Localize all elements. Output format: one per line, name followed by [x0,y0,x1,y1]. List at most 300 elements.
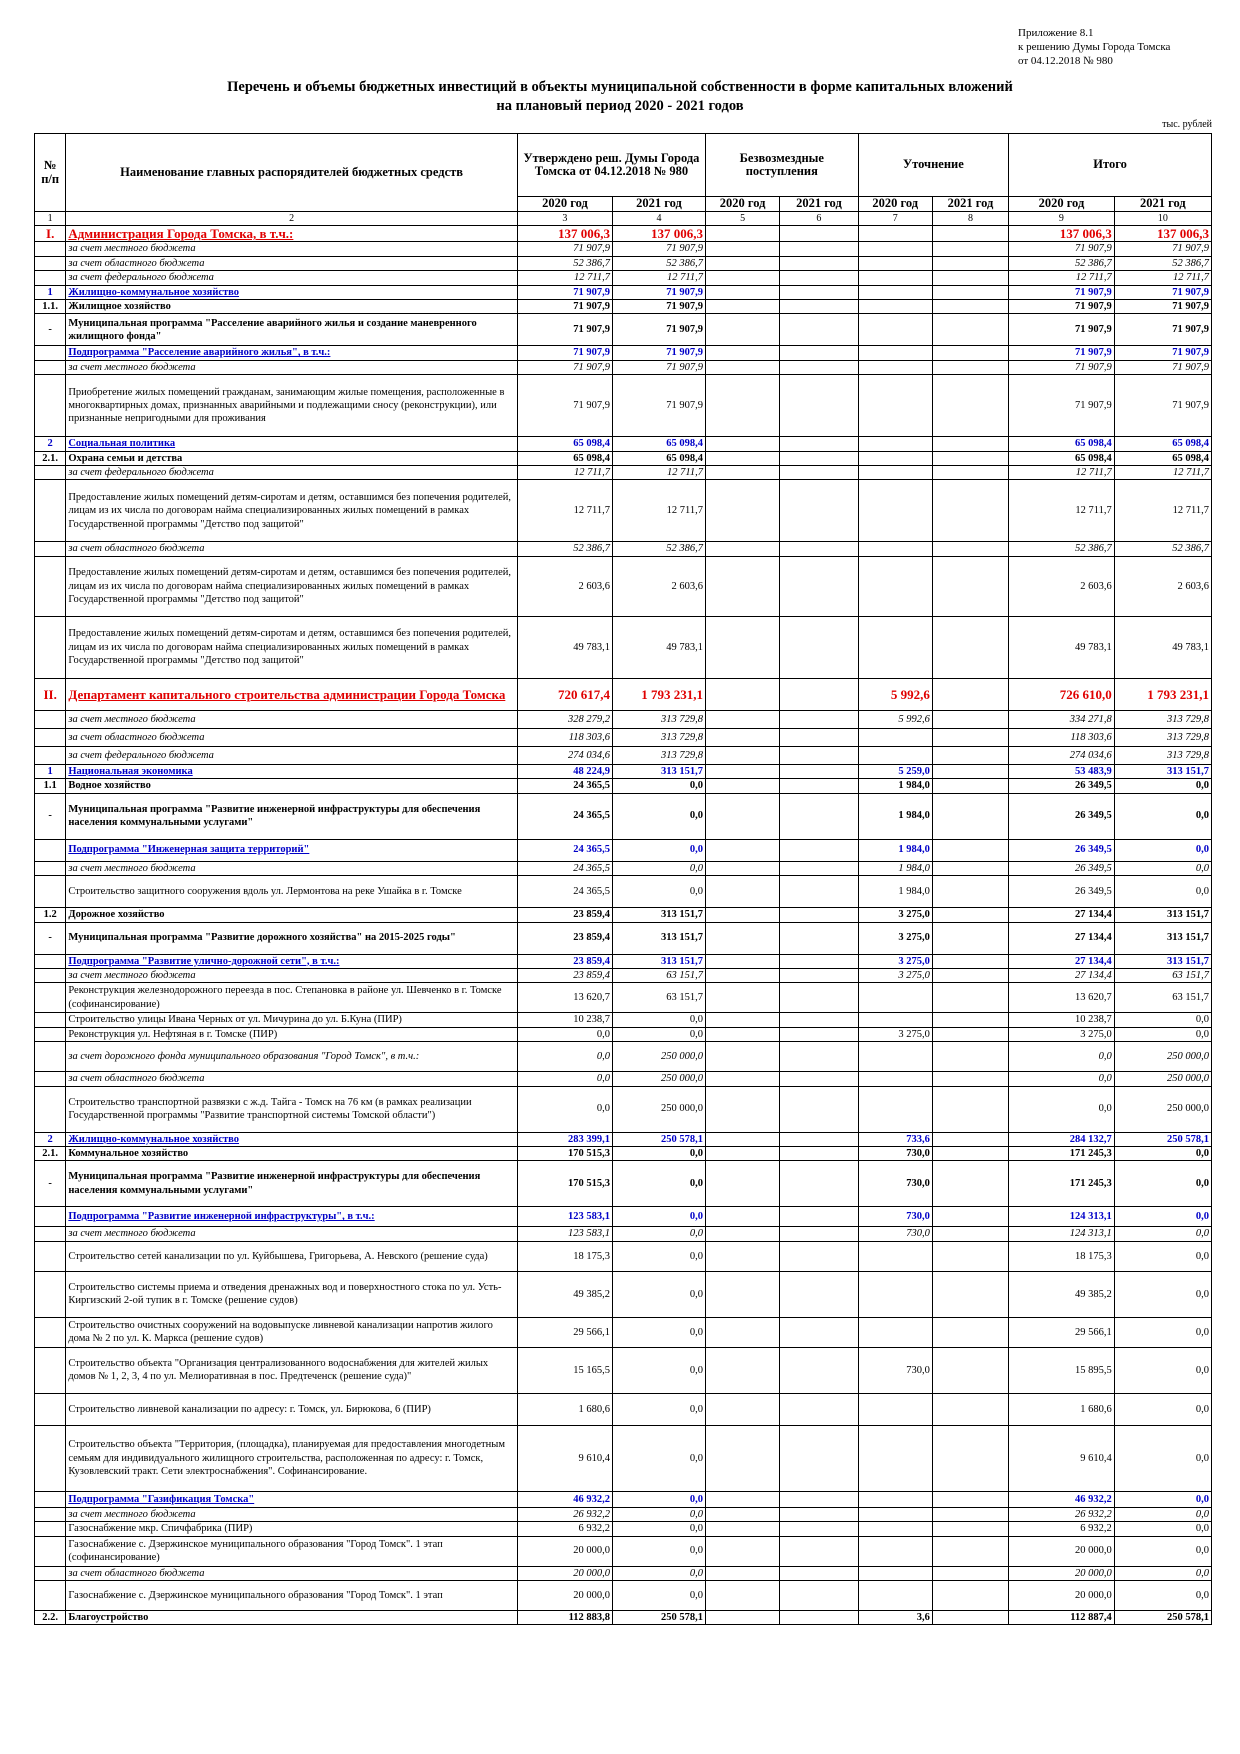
cell-clarify-2020 [858,437,932,451]
cell-total-2020: 65 098,4 [1009,451,1115,465]
cell-total-2020: 124 313,1 [1009,1207,1115,1227]
cell-free-2021 [780,1132,858,1146]
appendix-line: от 04.12.2018 № 980 [1018,55,1113,67]
cell-approved-2021: 0,0 [612,1491,705,1507]
cell-no [35,1393,66,1425]
cell-free-2021 [780,922,858,954]
cell-free-2021 [780,1580,858,1610]
cell-name: Строительство системы приема и отведения дренажных вод и поверхностного стока по ул. Усть-Киргизский 2-ой тупик в г. Томске (решение судов) [66,1271,518,1317]
cell-no [35,1507,66,1521]
cell-free-2020 [706,728,780,746]
cell-name: за счет областного бюджета [66,542,518,556]
cell-clarify-2020 [858,556,932,616]
cell-name: Строительство очистных сооружений на водовыпуске ливневой канализации напротив жилого дома № 2 по ул. К. Маркса (решение судов) [66,1317,518,1347]
cell-total-2021: 313 151,7 [1114,922,1211,954]
cell-clarify-2020: 3 275,0 [858,1027,932,1041]
table-row [35,983,1212,1013]
table-row [35,1491,1212,1507]
year-header: 2021 год [932,197,1008,212]
cell-total-2021: 0,0 [1114,1580,1211,1610]
cell-approved-2020: 123 583,1 [517,1207,612,1227]
cell-clarify-2021 [932,922,1008,954]
cell-clarify-2020 [858,1566,932,1580]
cell-no: - [35,314,66,346]
cell-name: за счет местного бюджета [66,861,518,875]
table-row [35,908,1212,922]
cell-clarify-2021 [932,466,1008,480]
cell-total-2020: 52 386,7 [1009,256,1115,270]
cell-free-2021 [780,779,858,793]
cell-clarify-2021 [932,1072,1008,1086]
cell-approved-2020: 13 620,7 [517,983,612,1013]
cell-approved-2021: 63 151,7 [612,983,705,1013]
cell-free-2020 [706,1610,780,1624]
cell-free-2020 [706,375,780,437]
cell-total-2020: 65 098,4 [1009,437,1115,451]
cell-approved-2020: 9 610,4 [517,1425,612,1491]
cell-name: Строительство сетей канализации по ул. Куйбышева, Григорьева, А. Невского (решение суда) [66,1241,518,1271]
cell-approved-2021: 313 729,8 [612,746,705,764]
cell-name: Подпрограмма "Развитие улично-дорожной сети", в т.ч.: [66,954,518,968]
cell-no [35,346,66,360]
cell-clarify-2021 [932,1393,1008,1425]
cell-clarify-2020 [858,256,932,270]
cell-total-2021: 71 907,9 [1114,242,1211,256]
column-number: 8 [932,212,1008,226]
cell-no [35,1566,66,1580]
cell-name: за счет дорожного фонда муниципального образования "Город Томск", в т.ч.: [66,1042,518,1072]
cell-total-2021: 0,0 [1114,1146,1211,1160]
cell-total-2021: 0,0 [1114,1207,1211,1227]
cell-free-2020 [706,922,780,954]
cell-total-2020: 0,0 [1009,1086,1115,1132]
cell-clarify-2021 [932,968,1008,982]
cell-approved-2020: 49 385,2 [517,1271,612,1317]
cell-total-2021: 250 000,0 [1114,1072,1211,1086]
cell-approved-2021: 0,0 [612,1271,705,1317]
cell-clarify-2020 [858,1072,932,1086]
cell-approved-2021: 71 907,9 [612,360,705,374]
cell-approved-2020: 20 000,0 [517,1580,612,1610]
cell-total-2021: 313 729,8 [1114,746,1211,764]
cell-clarify-2020 [858,1317,932,1347]
cell-approved-2020: 283 399,1 [517,1132,612,1146]
cell-name: Предоставление жилых помещений детям-сиротам и детям, оставшимся без попечения родителей, лицам из их числа по договорам найма специализированных жилых помещений в рамках Государственной программы "Детство под защитой" [66,480,518,542]
cell-approved-2021: 250 578,1 [612,1610,705,1624]
cell-total-2021: 0,0 [1114,1013,1211,1027]
cell-clarify-2021 [932,1317,1008,1347]
cell-total-2020: 3 275,0 [1009,1027,1115,1041]
cell-approved-2021: 313 151,7 [612,908,705,922]
cell-clarify-2021 [932,1271,1008,1317]
cell-free-2021 [780,1241,858,1271]
cell-free-2021 [780,710,858,728]
cell-name: за счет областного бюджета [66,1072,518,1086]
cell-no [35,968,66,982]
cell-free-2021 [780,1271,858,1317]
cell-approved-2021: 313 151,7 [612,764,705,778]
cell-no: 2.1. [35,451,66,465]
table-row [35,285,1212,299]
cell-approved-2021: 63 151,7 [612,968,705,982]
cell-clarify-2020 [858,1042,932,1072]
cell-approved-2021: 0,0 [612,1146,705,1160]
cell-free-2020 [706,346,780,360]
cell-free-2020 [706,876,780,908]
column-number: 4 [612,212,705,226]
cell-total-2020: 171 245,3 [1009,1161,1115,1207]
cell-name: Строительство объекта "Территория, (площадка), планируемая для предоставления многодетным семьям для индивидуального жилищного строительства, расположенная по адресу: г. Томск, Кузовлевский тракт. Сети электроснабжения". Софинансирование. [66,1425,518,1491]
cell-no [35,360,66,374]
cell-total-2021: 0,0 [1114,1347,1211,1393]
cell-name: за счет местного бюджета [66,968,518,982]
table-row [35,1347,1212,1393]
cell-no [35,1086,66,1132]
cell-free-2020 [706,360,780,374]
cell-approved-2020: 52 386,7 [517,542,612,556]
table-row [35,1522,1212,1536]
table-row [35,1132,1212,1146]
cell-approved-2020: 65 098,4 [517,437,612,451]
cell-free-2020 [706,271,780,285]
cell-name: Муниципальная программа "Развитие инженерной инфраструктуры для обеспечения населения коммунальными услугами" [66,1161,518,1207]
cell-clarify-2020: 5 992,6 [858,710,932,728]
cell-clarify-2021 [932,839,1008,861]
cell-free-2021 [780,1393,858,1425]
cell-approved-2021: 65 098,4 [612,437,705,451]
cell-no [35,1241,66,1271]
cell-approved-2020: 49 783,1 [517,616,612,678]
cell-free-2021 [780,1027,858,1041]
cell-clarify-2021 [932,226,1008,242]
cell-clarify-2020: 5 992,6 [858,678,932,710]
cell-total-2020: 20 000,0 [1009,1536,1115,1566]
cell-clarify-2021 [932,451,1008,465]
cell-total-2020: 53 483,9 [1009,764,1115,778]
cell-no: - [35,793,66,839]
cell-clarify-2021 [932,616,1008,678]
cell-total-2021: 71 907,9 [1114,360,1211,374]
cell-no: 1 [35,764,66,778]
cell-total-2020: 118 303,6 [1009,728,1115,746]
cell-no [35,480,66,542]
cell-approved-2020: 23 859,4 [517,908,612,922]
cell-name: Водное хозяйство [66,779,518,793]
cell-no [35,710,66,728]
cell-clarify-2021 [932,1027,1008,1041]
table-row [35,360,1212,374]
table-row [35,1072,1212,1086]
table-row [35,226,1212,242]
cell-clarify-2020 [858,1536,932,1566]
cell-approved-2020: 71 907,9 [517,360,612,374]
cell-total-2020: 6 932,2 [1009,1522,1115,1536]
table-row [35,968,1212,982]
cell-approved-2020: 328 279,2 [517,710,612,728]
cell-free-2021 [780,1013,858,1027]
cell-free-2020 [706,1347,780,1393]
cell-clarify-2020 [858,1271,932,1317]
cell-approved-2020: 71 907,9 [517,285,612,299]
cell-total-2021: 71 907,9 [1114,375,1211,437]
cell-no [35,861,66,875]
cell-approved-2020: 12 711,7 [517,480,612,542]
cell-no: - [35,922,66,954]
cell-total-2021: 0,0 [1114,861,1211,875]
cell-approved-2021: 313 151,7 [612,954,705,968]
cell-approved-2020: 24 365,5 [517,779,612,793]
cell-total-2021: 0,0 [1114,1536,1211,1566]
cell-free-2021 [780,983,858,1013]
cell-approved-2021: 12 711,7 [612,271,705,285]
cell-clarify-2021 [932,437,1008,451]
cell-approved-2020: 29 566,1 [517,1317,612,1347]
cell-name: за счет местного бюджета [66,1227,518,1241]
cell-total-2021: 0,0 [1114,1227,1211,1241]
cell-no [35,954,66,968]
cell-clarify-2020: 733,6 [858,1132,932,1146]
cell-approved-2020: 23 859,4 [517,954,612,968]
cell-free-2021 [780,271,858,285]
cell-total-2020: 46 932,2 [1009,1491,1115,1507]
cell-free-2021 [780,1425,858,1491]
cell-approved-2021: 250 578,1 [612,1132,705,1146]
cell-no: 2 [35,437,66,451]
cell-name: Жилищное хозяйство [66,300,518,314]
cell-total-2020: 124 313,1 [1009,1227,1115,1241]
year-header: 2020 год [1009,197,1115,212]
cell-total-2021: 137 006,3 [1114,226,1211,242]
table-row [35,271,1212,285]
cell-free-2021 [780,764,858,778]
cell-free-2020 [706,1425,780,1491]
cell-free-2021 [780,1610,858,1624]
table-row [35,922,1212,954]
cell-free-2021 [780,1536,858,1566]
appendix-line: Приложение 8.1 [1018,27,1094,39]
cell-clarify-2021 [932,346,1008,360]
cell-clarify-2020 [858,728,932,746]
title-line: Перечень и объемы бюджетных инвестиций в объекты муниципальной собственности в форме капитальных вложений [227,79,1013,95]
cell-free-2021 [780,360,858,374]
cell-total-2021: 0,0 [1114,839,1211,861]
cell-approved-2020: 23 859,4 [517,968,612,982]
cell-free-2020 [706,710,780,728]
cell-name: Муниципальная программа "Развитие инженерной инфраструктуры для обеспечения населения коммунальными услугами" [66,793,518,839]
cell-clarify-2020 [858,542,932,556]
cell-free-2020 [706,1132,780,1146]
cell-free-2021 [780,226,858,242]
cell-free-2021 [780,480,858,542]
cell-free-2021 [780,256,858,270]
cell-free-2021 [780,678,858,710]
cell-clarify-2021 [932,1086,1008,1132]
cell-approved-2020: 274 034,6 [517,746,612,764]
cell-total-2020: 26 349,5 [1009,779,1115,793]
table-row [35,1227,1212,1241]
cell-free-2020 [706,1042,780,1072]
cell-clarify-2021 [932,271,1008,285]
cell-approved-2021: 0,0 [612,1507,705,1521]
table-row [35,1580,1212,1610]
column-number: 6 [780,212,858,226]
cell-clarify-2020 [858,375,932,437]
cell-total-2021: 0,0 [1114,876,1211,908]
cell-approved-2021: 0,0 [612,876,705,908]
cell-free-2020 [706,983,780,1013]
cell-total-2021: 65 098,4 [1114,451,1211,465]
cell-free-2020 [706,300,780,314]
cell-clarify-2020 [858,285,932,299]
cell-no: I. [35,226,66,242]
cell-approved-2020: 2 603,6 [517,556,612,616]
cell-free-2021 [780,954,858,968]
cell-name: за счет федерального бюджета [66,466,518,480]
cell-free-2020 [706,1507,780,1521]
table-row [35,242,1212,256]
cell-total-2020: 20 000,0 [1009,1566,1115,1580]
cell-free-2021 [780,746,858,764]
cell-no [35,1072,66,1086]
cell-total-2020: 726 610,0 [1009,678,1115,710]
cell-total-2020: 27 134,4 [1009,922,1115,954]
cell-clarify-2021 [932,1425,1008,1491]
column-number: 9 [1009,212,1115,226]
table-row [35,710,1212,728]
cell-approved-2020: 24 365,5 [517,861,612,875]
cell-free-2020 [706,1580,780,1610]
cell-total-2020: 71 907,9 [1009,360,1115,374]
cell-approved-2021: 71 907,9 [612,300,705,314]
cell-total-2020: 27 134,4 [1009,908,1115,922]
cell-clarify-2021 [932,242,1008,256]
cell-approved-2021: 250 000,0 [612,1086,705,1132]
cell-free-2020 [706,779,780,793]
table-row [35,1027,1212,1041]
cell-free-2021 [780,375,858,437]
cell-approved-2021: 12 711,7 [612,466,705,480]
table-row [35,746,1212,764]
cell-free-2021 [780,908,858,922]
cell-clarify-2021 [932,764,1008,778]
cell-no: 1.2 [35,908,66,922]
title-line: на плановый период 2020 - 2021 годов [496,98,744,114]
table-row [35,1507,1212,1521]
cell-approved-2021: 0,0 [612,1425,705,1491]
cell-approved-2020: 52 386,7 [517,256,612,270]
cell-clarify-2021 [932,861,1008,875]
cell-approved-2021: 313 151,7 [612,922,705,954]
cell-clarify-2021 [932,256,1008,270]
cell-total-2021: 0,0 [1114,1161,1211,1207]
cell-free-2021 [780,346,858,360]
cell-clarify-2021 [932,375,1008,437]
cell-approved-2020: 23 859,4 [517,922,612,954]
cell-approved-2020: 71 907,9 [517,300,612,314]
cell-total-2021: 0,0 [1114,1271,1211,1317]
cell-name: Реконструкция ул. Нефтяная в г. Томске (ПИР) [66,1027,518,1041]
cell-name: за счет местного бюджета [66,710,518,728]
cell-free-2021 [780,300,858,314]
cell-total-2020: 26 349,5 [1009,876,1115,908]
cell-approved-2020: 0,0 [517,1042,612,1072]
cell-total-2021: 0,0 [1114,1491,1211,1507]
cell-clarify-2020 [858,360,932,374]
cell-total-2021: 0,0 [1114,1522,1211,1536]
table-row [35,1393,1212,1425]
cell-name: Реконструкция железнодорожного переезда в пос. Степановка в районе ул. Шевченко в г. Томске (софинансирование) [66,983,518,1013]
cell-free-2020 [706,764,780,778]
cell-no [35,746,66,764]
cell-approved-2021: 313 729,8 [612,710,705,728]
cell-free-2021 [780,1072,858,1086]
cell-clarify-2021 [932,285,1008,299]
table-row [35,616,1212,678]
cell-approved-2021: 71 907,9 [612,285,705,299]
cell-approved-2020: 6 932,2 [517,1522,612,1536]
cell-clarify-2020: 1 984,0 [858,779,932,793]
table-row [35,678,1212,710]
cell-total-2020: 27 134,4 [1009,954,1115,968]
cell-approved-2021: 313 729,8 [612,728,705,746]
cell-clarify-2020: 730,0 [858,1227,932,1241]
cell-clarify-2020 [858,480,932,542]
cell-free-2020 [706,1271,780,1317]
cell-name: Подпрограмма "Развитие инженерной инфраструктуры", в т.ч.: [66,1207,518,1227]
cell-total-2020: 12 711,7 [1009,271,1115,285]
cell-approved-2020: 170 515,3 [517,1161,612,1207]
cell-total-2020: 71 907,9 [1009,346,1115,360]
cell-clarify-2021 [932,300,1008,314]
cell-approved-2021: 137 006,3 [612,226,705,242]
cell-no: 1 [35,285,66,299]
cell-approved-2020: 118 303,6 [517,728,612,746]
year-header: 2020 год [517,197,612,212]
year-header: 2020 год [706,197,780,212]
cell-clarify-2021 [932,793,1008,839]
cell-clarify-2020 [858,1013,932,1027]
cell-total-2021: 63 151,7 [1114,968,1211,982]
cell-approved-2020: 20 000,0 [517,1536,612,1566]
cell-clarify-2021 [932,1522,1008,1536]
cell-name: Строительство транспортной развязки с ж.д. Тайга - Томск на 76 км (в рамках реализации Государственной программы "Развитие транспортной системы Томской области") [66,1086,518,1132]
cell-name: Газоснабжение с. Дзержинское муниципального образования "Город Томск". 1 этап (софинансирование) [66,1536,518,1566]
column-number: 10 [1114,212,1211,226]
cell-clarify-2021 [932,908,1008,922]
cell-total-2021: 1 793 231,1 [1114,678,1211,710]
cell-clarify-2020 [858,314,932,346]
cell-clarify-2021 [932,556,1008,616]
cell-total-2021: 12 711,7 [1114,466,1211,480]
cell-free-2021 [780,451,858,465]
budget-table [34,133,1212,1625]
table-row [35,1161,1212,1207]
cell-clarify-2020: 5 259,0 [858,764,932,778]
cell-no [35,542,66,556]
cell-no [35,256,66,270]
cell-free-2020 [706,480,780,542]
cell-name: Строительство защитного сооружения вдоль ул. Лермонтова на реке Ушайка в г. Томске [66,876,518,908]
table-row [35,876,1212,908]
column-number: 5 [706,212,780,226]
cell-total-2020: 49 385,2 [1009,1271,1115,1317]
cell-approved-2021: 71 907,9 [612,346,705,360]
cell-total-2020: 18 175,3 [1009,1241,1115,1271]
cell-total-2020: 13 620,7 [1009,983,1115,1013]
cell-clarify-2021 [932,983,1008,1013]
cell-clarify-2021 [932,1347,1008,1393]
cell-clarify-2020: 3 275,0 [858,954,932,968]
